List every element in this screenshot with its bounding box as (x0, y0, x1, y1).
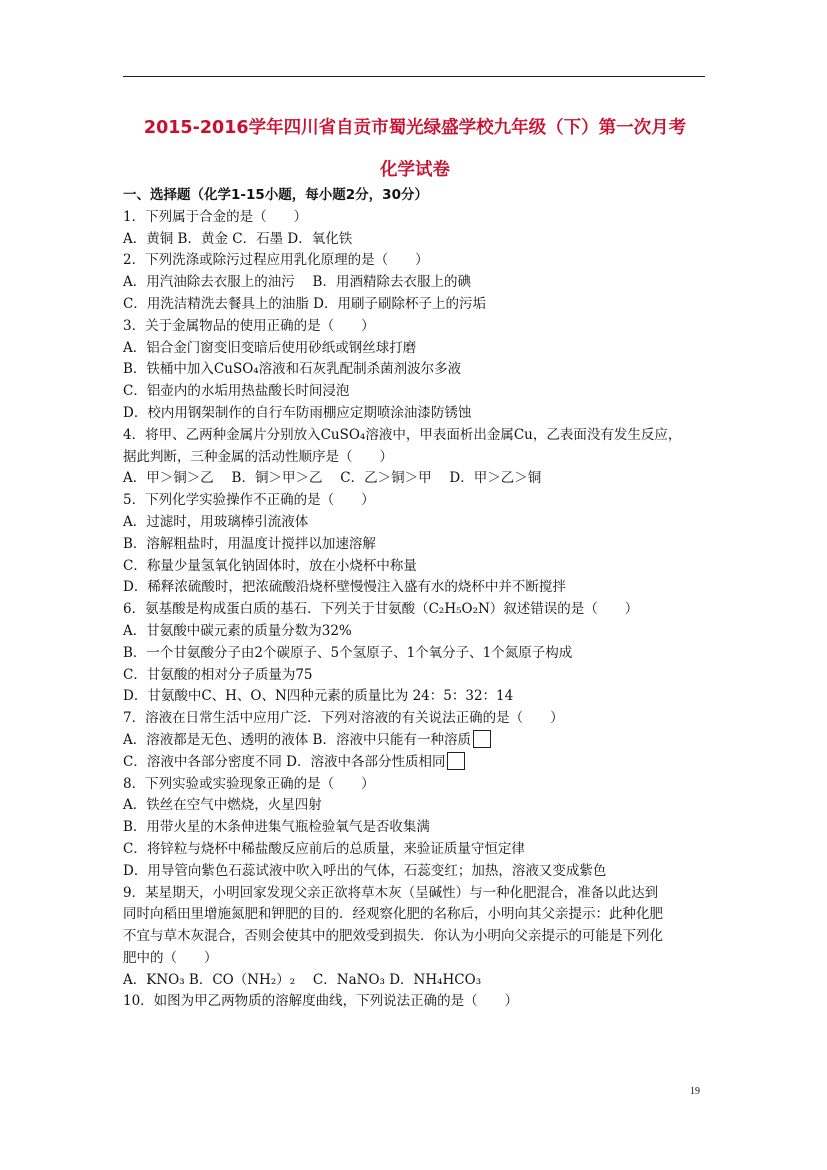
text-line-with-box (123, 730, 715, 752)
text-line: 3．关于金属物品的使用正确的是（ ） (123, 317, 375, 334)
text-line: B．铁桶中加入CuSO₄溶液和石灰乳配制杀菌剂波尔多液 (123, 361, 462, 378)
text-line: C．称量少量氢氧化钠固体时，放在小烧杯中称量 (123, 557, 417, 574)
page-number: 19 (690, 1086, 700, 1097)
text-line: A．KNO₃ B．CO（NH₂）₂ C．NaNO₃ D．NH₄HCO₃ (123, 971, 482, 988)
text-line: C．铝壶内的水垢用热盐酸长时间浸泡 (123, 383, 350, 400)
text-line: 4．将甲、乙两种金属片分别放入CuSO₄溶液中，甲表面析出金属Cu，乙表面没有发生反应， (123, 426, 682, 443)
text-line: A．铁丝在空气中燃烧，火星四射 (123, 797, 322, 814)
image-placeholder-box (447, 752, 465, 770)
text-line: B．用带火星的木条伸进集气瓶检验氧气是否收集满 (123, 819, 430, 836)
text-line-with-box (123, 752, 715, 774)
text-line: A．铝合金门窗变旧变暗后使用砂纸或钢丝球打磨 (123, 339, 417, 356)
text-line: 8．下列实验或实验现象正确的是（ ） (123, 775, 375, 792)
text-line: 1．下列属于合金的是（ ） (123, 208, 308, 225)
image-placeholder-box (473, 730, 491, 748)
text-line: C．甘氨酸的相对分子质量为75 (123, 666, 313, 683)
text-line: A．甲＞铜＞乙 B．铜＞甲＞乙 C．乙＞铜＞甲 D．甲＞乙＞铜 (123, 470, 542, 487)
text-line: 9．某星期天，小明回家发现父亲正欲将草木灰（呈碱性）与一种化肥混合，准备以此达到 (123, 884, 659, 901)
text-line: A．溶液都是无色、透明的液体 B．溶液中只能有一种溶质 (123, 731, 471, 748)
text-line: 不宜与草木灰混合，否则会使其中的肥效受到损失．你认为小明向父亲提示的可能是下列化 (123, 928, 663, 945)
text-line: D．稀释浓硫酸时，把浓硫酸沿烧杯壁慢慢注入盛有水的烧杯中并不断搅拌 (123, 579, 566, 596)
text-line: 10．如图为甲乙两物质的溶解度曲线，下列说法正确的是（ ） (123, 993, 519, 1010)
section-heading: 一、选择题（化学1-15小题，每小题2分，30分） (123, 187, 428, 203)
text-line: 肥中的（ ） (123, 949, 218, 966)
text-line: A．用汽油除去衣服上的油污 B．用酒精除去衣服上的碘 (123, 274, 471, 291)
text-line: C．用洗洁精洗去餐具上的油脂 D．用刷子刷除杯子上的污垢 (123, 295, 486, 312)
exam-title-line-2: 化学试卷 (380, 160, 450, 180)
text-line: D．校内用钢架制作的自行车防雨棚应定期喷涂油漆防锈蚀 (123, 404, 472, 421)
text-line: A．甘氨酸中碳元素的质量分数为32% (123, 622, 352, 639)
text-line: 6．氨基酸是构成蛋白质的基石．下列关于甘氨酸（C₂H₅O₂N）叙述错误的是（ ） (123, 601, 639, 618)
text-line: B．溶解粗盐时，用温度计搅拌以加速溶解 (123, 535, 376, 552)
text-line: 据此判断，三种金属的活动性顺序是（ ） (123, 448, 393, 465)
text-line: 5．下列化学实验操作不正确的是（ ） (123, 492, 375, 509)
text-line: A．过滤时，用玻璃棒引流液体 (123, 513, 309, 530)
text-line: 同时向稻田里增施氮肥和钾肥的目的．经观察化肥的名称后，小明向其父亲提示：此种化肥 (123, 906, 663, 923)
header-rule (123, 76, 705, 77)
text-line: B．一个甘氨酸分子由2个碳原子、5个氢原子、1个氧分子、1个氮原子构成 (123, 644, 573, 661)
text-line: C．将锌粒与烧杯中稀盐酸反应前后的总质量，来验证质量守恒定律 (123, 840, 525, 857)
exam-title-line-1: 2015-2016学年四川省自贡市蜀光绿盛学校九年级（下）第一次月考 (143, 118, 687, 138)
text-line: C．溶液中各部分密度不同 D．溶液中各部分性质相同 (123, 753, 446, 770)
text-line: 2．下列洗涤或除污过程应用乳化原理的是（ ） (123, 252, 429, 269)
question-text-block (123, 185, 715, 1013)
text-line: D．甘氨酸中C、H、O、N四种元素的质量比为 24：5：32：14 (123, 688, 514, 705)
text-line: 7．溶液在日常生活中应用广泛．下列对溶液的有关说法正确的是（ ） (123, 710, 564, 727)
text-line: D．用导管向紫色石蕊试液中吹入呼出的气体，石蕊变红；加热，溶液又变成紫色 (123, 862, 607, 879)
text-line: A．黄铜 B．黄金 C．石墨 D．氧化铁 (123, 230, 353, 247)
